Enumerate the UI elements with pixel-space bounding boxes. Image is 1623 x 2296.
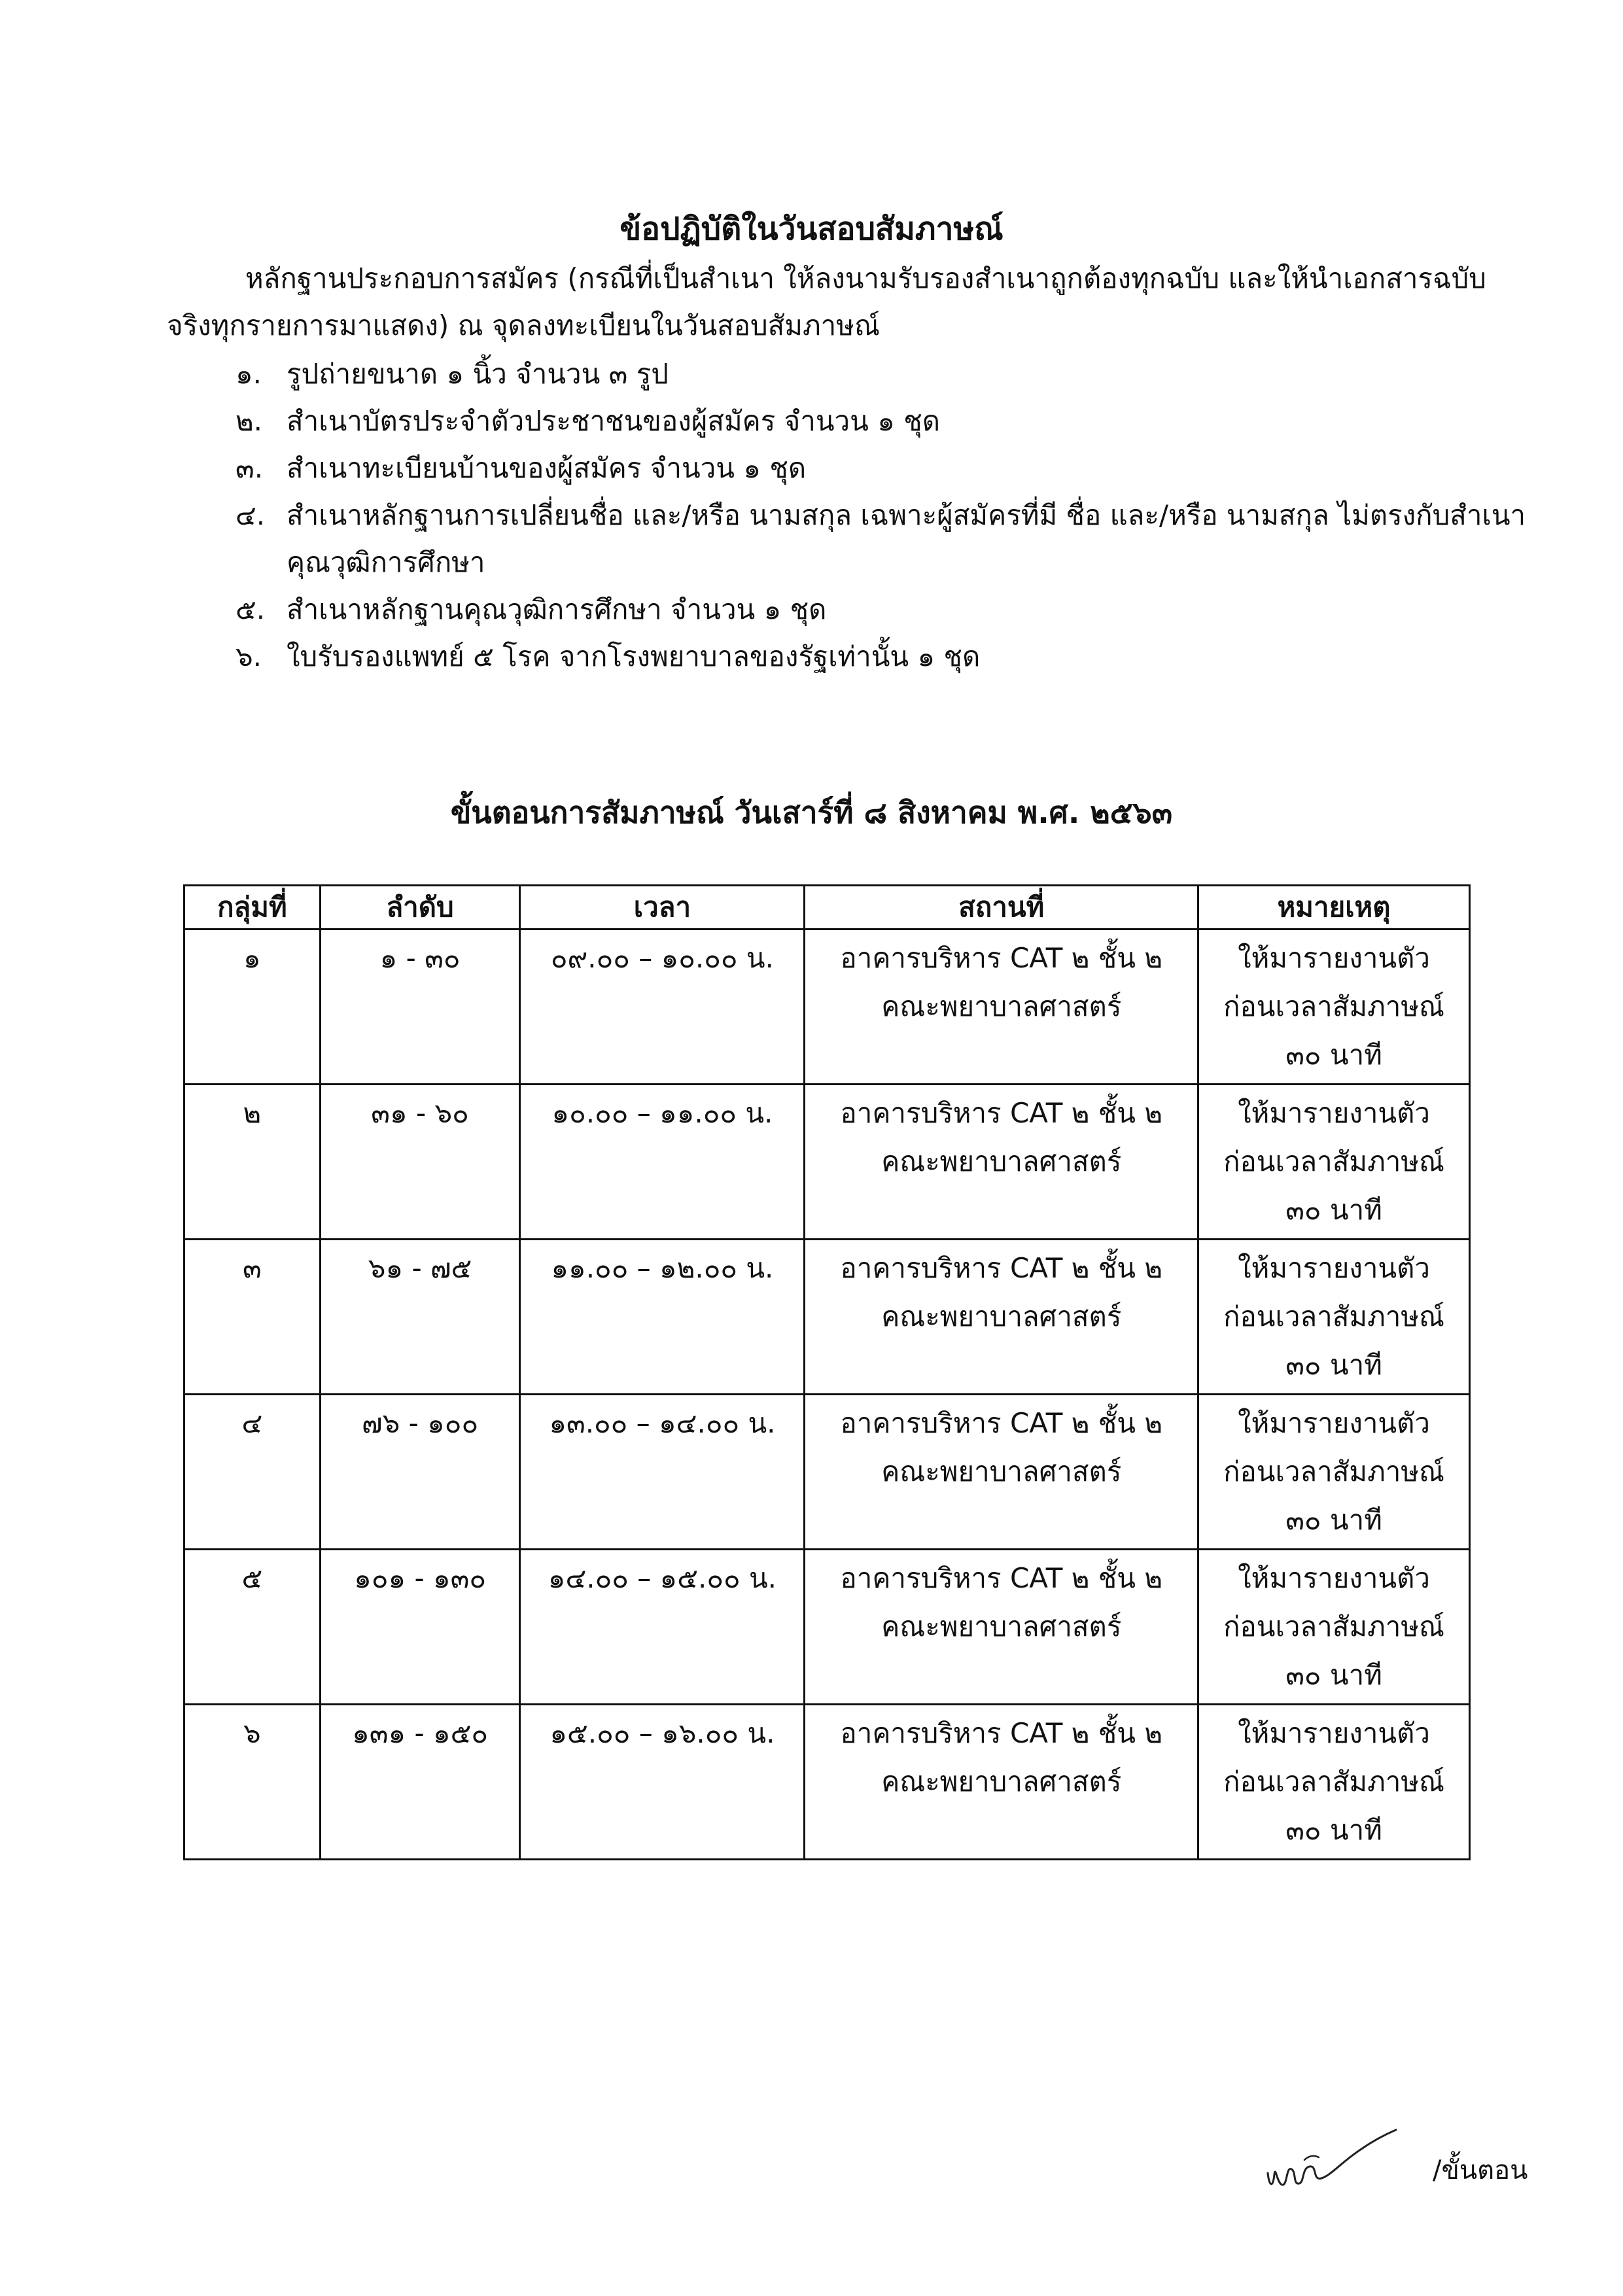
- cell-time: ๑๕.๐๐ – ๑๖.๐๐ น.: [520, 1705, 805, 1860]
- place-building: อาคารบริหาร CAT ๒ ชั้น ๒: [840, 942, 1163, 974]
- requirements-list: [236, 351, 1531, 680]
- place-building: อาคารบริหาร CAT ๒ ชั้น ๒: [840, 1562, 1163, 1594]
- place-building: อาคารบริหาร CAT ๒ ชั้น ๒: [840, 1717, 1163, 1749]
- table-row: [184, 1240, 1470, 1395]
- note-line-3: ๓๐ นาที: [1285, 1194, 1382, 1226]
- cell-time: ๑๓.๐๐ – ๑๔.๐๐ น.: [520, 1395, 805, 1550]
- note-line-1: ให้มารายงานตัว: [1238, 1562, 1431, 1594]
- cell-order: ๑๐๑ - ๑๓๐: [320, 1550, 520, 1705]
- cell-place: [805, 1550, 1198, 1705]
- note-line-2: ก่อนเวลาสัมภาษณ์: [1223, 1455, 1444, 1487]
- note-line-3: ๓๐ นาที: [1285, 1659, 1382, 1691]
- place-faculty: คณะพยาบาลศาสตร์: [881, 990, 1122, 1022]
- note-line-2: ก่อนเวลาสัมภาษณ์: [1223, 990, 1444, 1022]
- cell-note: [1198, 1240, 1470, 1395]
- cell-group: ๕: [184, 1550, 321, 1705]
- place-faculty: คณะพยาบาลศาสตร์: [881, 1765, 1122, 1798]
- note-line-3: ๓๐ นาที: [1285, 1504, 1382, 1536]
- cell-order: ๑๓๑ - ๑๕๐: [320, 1705, 520, 1860]
- cell-time: ๑๐.๐๐ – ๑๑.๐๐ น.: [520, 1085, 805, 1240]
- cell-group: ๒: [184, 1085, 321, 1240]
- cell-note: [1198, 1550, 1470, 1705]
- note-line-1: ให้มารายงานตัว: [1238, 942, 1431, 974]
- cell-group: ๑: [184, 930, 321, 1085]
- page-title: ข้อปฏิบัติในวันสอบสัมภาษณ์: [620, 211, 1003, 247]
- list-item-number: ๓.: [236, 452, 264, 484]
- cell-place: [805, 1705, 1198, 1860]
- note-line-3: ๓๐ นาที: [1285, 1814, 1382, 1846]
- place-building: อาคารบริหาร CAT ๒ ชั้น ๒: [840, 1407, 1163, 1439]
- list-item-text: รูปถ่ายขนาด ๑ นิ้ว จำนวน ๓ รูป: [287, 358, 669, 390]
- header-note: หมายเหตุ: [1198, 886, 1470, 930]
- list-item: [236, 398, 1531, 445]
- table-row: [184, 1085, 1470, 1240]
- list-item-text: สำเนาหลักฐานคุณวุฒิการศึกษา จำนวน ๑ ชุด: [287, 593, 827, 625]
- intro-paragraph: หลักฐานประกอบการสมัคร (กรณีที่เป็นสำเนา ให้ลงนามรับรองสำเนาถูกต้องทุกฉบับ และให้นำเอกสารฉบับจริงทุกรายการมาแสดง) ณ จุดลงทะเบียนในวันสอบสัมภาษณ์: [167, 262, 1486, 341]
- note-line-3: ๓๐ นาที: [1285, 1349, 1382, 1381]
- cell-time: ๑๑.๐๐ – ๑๒.๐๐ น.: [520, 1240, 805, 1395]
- cell-place: [805, 1240, 1198, 1395]
- cell-note: [1198, 930, 1470, 1085]
- cell-order: ๗๖ - ๑๐๐: [320, 1395, 520, 1550]
- cell-time: ๑๔.๐๐ – ๑๕.๐๐ น.: [520, 1550, 805, 1705]
- header-time: เวลา: [520, 886, 805, 930]
- header-order: ลำดับ: [320, 886, 520, 930]
- note-line-1: ให้มารายงานตัว: [1238, 1252, 1431, 1284]
- list-item-text: สำเนาทะเบียนบ้านของผู้สมัคร จำนวน ๑ ชุด: [287, 452, 807, 484]
- schedule-title: ขั้นตอนการสัมภาษณ์ วันเสาร์ที่ ๘ สิงหาคม พ.ศ. ๒๕๖๓: [450, 795, 1173, 830]
- cell-place: [805, 1395, 1198, 1550]
- list-item-number: ๑.: [236, 358, 262, 390]
- cell-note: [1198, 1705, 1470, 1860]
- list-item: [236, 445, 1531, 492]
- cell-place: [805, 1085, 1198, 1240]
- note-line-1: ให้มารายงานตัว: [1238, 1717, 1431, 1749]
- list-item: [236, 633, 1531, 680]
- place-building: อาคารบริหาร CAT ๒ ชั้น ๒: [840, 1097, 1163, 1129]
- cell-note: [1198, 1395, 1470, 1550]
- place-faculty: คณะพยาบาลศาสตร์: [881, 1145, 1122, 1177]
- cell-note: [1198, 1085, 1470, 1240]
- cell-place: [805, 930, 1198, 1085]
- table-row: [184, 1550, 1470, 1705]
- place-faculty: คณะพยาบาลศาสตร์: [881, 1300, 1122, 1332]
- list-item-number: ๔.: [236, 499, 266, 531]
- note-line-2: ก่อนเวลาสัมภาษณ์: [1223, 1145, 1444, 1177]
- list-item-number: ๖.: [236, 640, 262, 672]
- table-header-row: [184, 886, 1470, 930]
- place-building: อาคารบริหาร CAT ๒ ชั้น ๒: [840, 1252, 1163, 1284]
- handwritten-signature: [1263, 2126, 1400, 2198]
- cell-group: ๓: [184, 1240, 321, 1395]
- table-row: [184, 1705, 1470, 1860]
- place-faculty: คณะพยาบาลศาสตร์: [881, 1610, 1122, 1643]
- note-line-3: ๓๐ นาที: [1285, 1039, 1382, 1071]
- note-line-2: ก่อนเวลาสัมภาษณ์: [1223, 1765, 1444, 1798]
- list-item-text: ใบรับรองแพทย์ ๕ โรค จากโรงพยาบาลของรัฐเท่านั้น ๑ ชุด: [287, 640, 981, 672]
- schedule-table: [183, 884, 1471, 1860]
- list-item-text: สำเนาบัตรประจำตัวประชาชนของผู้สมัคร จำนวน ๑ ชุด: [287, 405, 940, 437]
- list-item: [236, 586, 1531, 633]
- note-line-2: ก่อนเวลาสัมภาษณ์: [1223, 1300, 1444, 1332]
- list-item-number: ๒.: [236, 405, 263, 437]
- cell-order: ๖๑ - ๗๕: [320, 1240, 520, 1395]
- cell-group: ๔: [184, 1395, 321, 1550]
- header-place: สถานที่: [805, 886, 1198, 930]
- cell-time: ๐๙.๐๐ – ๑๐.๐๐ น.: [520, 930, 805, 1085]
- cell-order: ๓๑ - ๖๐: [320, 1085, 520, 1240]
- table-row: [184, 930, 1470, 1085]
- note-line-2: ก่อนเวลาสัมภาษณ์: [1223, 1610, 1444, 1643]
- list-item: [236, 351, 1531, 398]
- header-group: กลุ่มที่: [184, 886, 321, 930]
- list-item: [236, 492, 1531, 586]
- list-item-number: ๕.: [236, 593, 266, 625]
- note-line-1: ให้มารายงานตัว: [1238, 1407, 1431, 1439]
- cell-group: ๖: [184, 1705, 321, 1860]
- continuation-note: /ขั้นตอน: [1433, 2155, 1528, 2185]
- cell-order: ๑ - ๓๐: [320, 930, 520, 1085]
- list-item-text: สำเนาหลักฐานการเปลี่ยนชื่อ และ/หรือ นามสกุล เฉพาะผู้สมัครที่มี ชื่อ และ/หรือ นามสกุล ไม่ตรงกับสำเนาคุณวุฒิการศึกษา: [287, 499, 1526, 578]
- table-row: [184, 1395, 1470, 1550]
- note-line-1: ให้มารายงานตัว: [1238, 1097, 1431, 1129]
- place-faculty: คณะพยาบาลศาสตร์: [881, 1455, 1122, 1487]
